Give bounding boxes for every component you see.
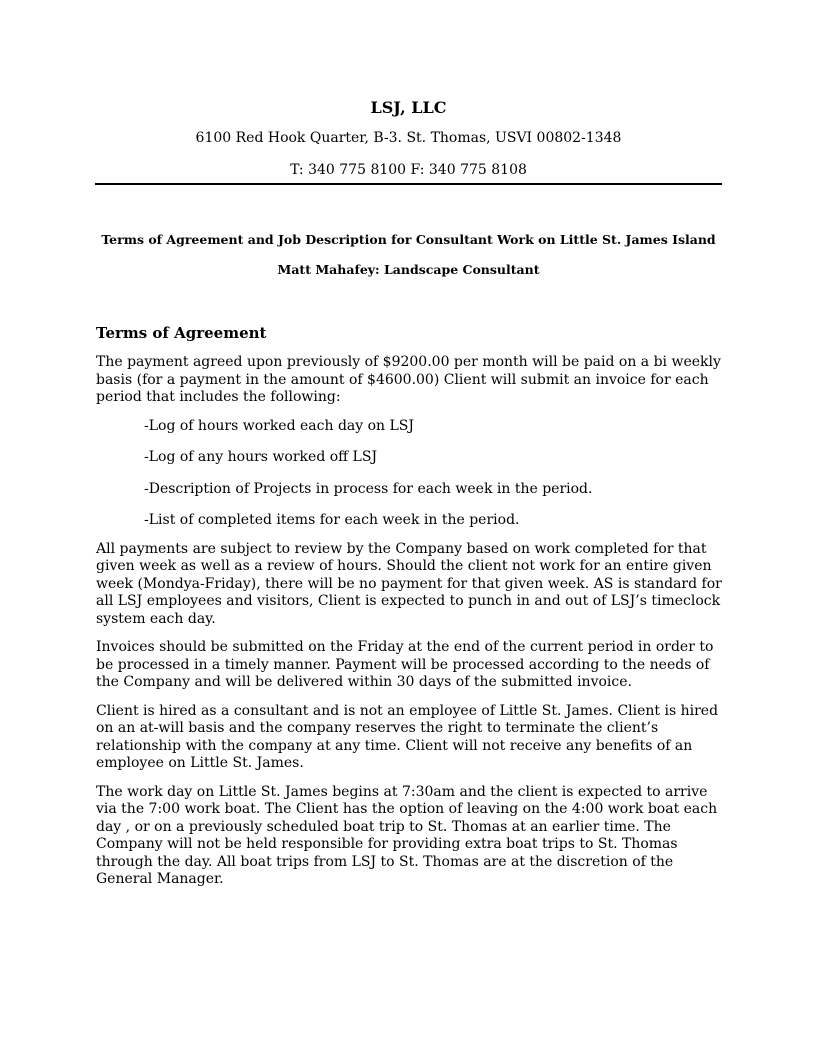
terms-intro-paragraph: The payment agreed upon previously of $9200.00 per month will be paid on a bi weekly basis (for a payment in the amount of $4600.00) Client will submit an invoice for each period that includes the following:: [96, 354, 721, 405]
document-body: [96, 323, 722, 900]
letterhead-divider: [95, 183, 722, 185]
document-title: Terms of Agreement and Job Description for Consultant Work on Little St. James Island: [101, 232, 716, 247]
list-item: -Description of Projects in process for each week in the period.: [144, 480, 593, 497]
payment-review-paragraph: All payments are subject to review by the Company based on work completed for that given week as well as a review of hours. Should the client not work for an entire given week (Mondya-Friday), there will be no payment for that given week. AS is standard for all LSJ employees and visitors, Client is expected to punch in and out of LSJ’s timeclock system each day.: [96, 540, 722, 627]
list-item: -Log of any hours worked off LSJ: [144, 449, 378, 465]
list-item: -List of completed items for each week in the period.: [144, 512, 520, 528]
document-subtitle: Matt Mahafey: Landscape Consultant: [277, 262, 540, 277]
list-item: -Log of hours worked each day on LSJ: [144, 417, 415, 434]
section-heading-terms: Terms of Agreement: [96, 324, 267, 342]
invoice-requirements-list: [96, 418, 722, 530]
company-name: LSJ, LLC: [370, 98, 447, 117]
company-address: 6100 Red Hook Quarter, B-3. St. Thomas, USVI 00802-1348: [195, 130, 622, 146]
letterhead: [95, 96, 722, 180]
company-phone-fax: T: 340 775 8100 F: 340 775 8108: [290, 162, 527, 178]
work-day-paragraph: The work day on Little St. James begins at 7:30am and the client is expected to arrive via the 7:00 work boat. The Client has the option of leaving on the 4:00 work boat each day , or on a previously scheduled boat trip to St. Thomas at an earlier time. The Company will not be held responsible for providing extra boat trips to St. Thomas through the day. All boat trips from LSJ to St. Thomas are at the discretion of the General Manager.: [96, 783, 718, 887]
consultant-status-paragraph: Client is hired as a consultant and is not an employee of Little St. James. Client is hired on an at-will basis and the company reserves the right to terminate the client’s relationship with the company at any time. Client will not receive any benefits of an employee on Little St. James.: [96, 702, 719, 771]
invoice-submission-paragraph: Invoices should be submitted on the Friday at the end of the current period in order to be processed in a timely manner. Payment will be processed according to the needs of the Company and will be delivered within 30 days of the submitted invoice.: [96, 639, 714, 690]
